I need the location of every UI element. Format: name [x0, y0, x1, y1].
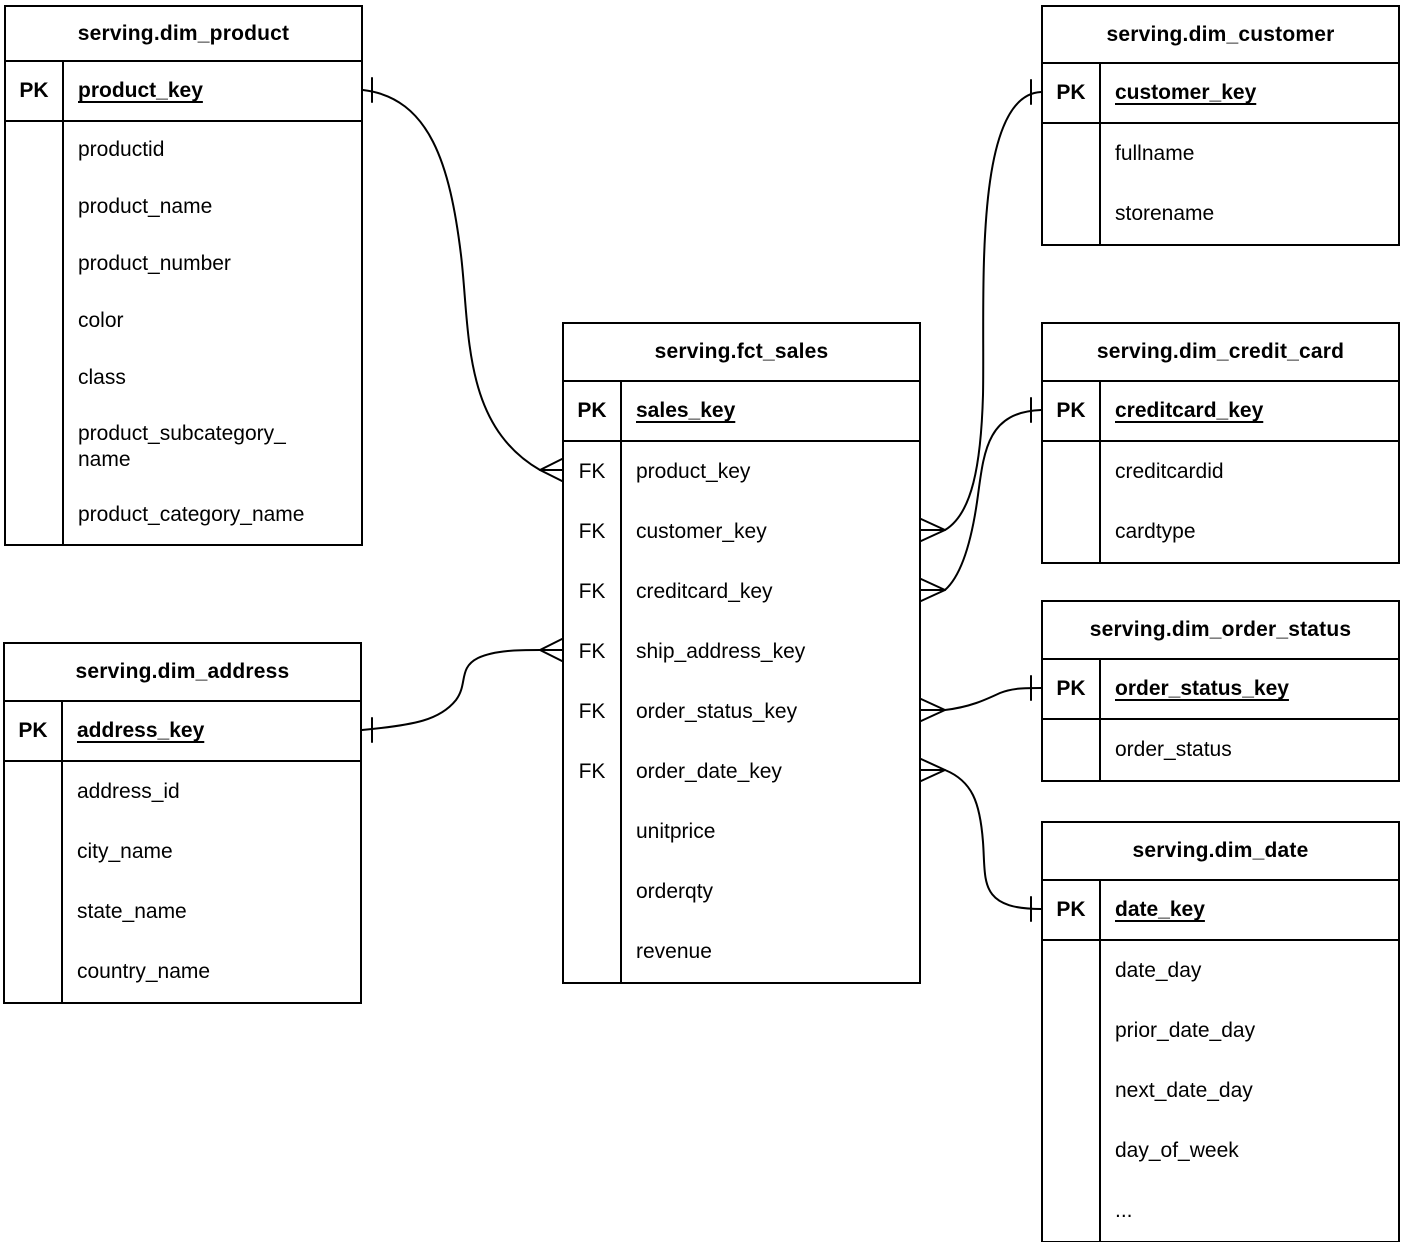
key-tag — [5, 882, 63, 942]
field-name: fullname — [1115, 141, 1195, 165]
relationship-order-date-key[interactable] — [921, 759, 1041, 921]
crows-foot-many-marker — [921, 699, 945, 721]
key-tag: FK — [564, 442, 622, 502]
field-name: product_key — [636, 459, 751, 483]
field-name: prior_date_day — [1115, 1018, 1256, 1042]
field-name: storename — [1115, 201, 1215, 225]
primary-key-field: address_key — [77, 718, 205, 742]
table-dim-order-status[interactable] — [1041, 600, 1400, 782]
table-row — [1043, 502, 1398, 562]
relationship-line — [945, 92, 1041, 530]
key-tag: PK — [5, 702, 63, 760]
field-name: ship_address_key — [636, 639, 806, 663]
table-row — [6, 122, 361, 179]
key-tag: FK — [564, 502, 622, 562]
relationship-order-status-key[interactable] — [921, 676, 1041, 721]
table-row — [1043, 442, 1398, 502]
relationship-ship-address-key[interactable] — [362, 639, 562, 742]
field-name: order_status — [1115, 737, 1232, 761]
relationship-line — [945, 688, 1041, 710]
primary-key-field: product_key — [78, 78, 203, 102]
key-tag — [6, 487, 64, 544]
table-row — [5, 762, 360, 822]
relationship-line — [363, 90, 540, 470]
key-tag: FK — [564, 562, 622, 622]
field-name: order_status_key — [636, 699, 798, 723]
key-tag — [5, 762, 63, 822]
table-dim-product[interactable] — [4, 5, 363, 546]
key-tag — [1043, 720, 1101, 780]
table-row — [6, 407, 361, 487]
table-row — [564, 382, 919, 442]
table-title: serving.dim_order_status — [1043, 602, 1398, 660]
table-row — [1043, 382, 1398, 442]
field-name: product_name — [78, 195, 213, 219]
table-row — [6, 62, 361, 122]
key-tag — [1043, 1121, 1101, 1181]
table-row — [1043, 941, 1398, 1001]
relationship-product-key[interactable] — [363, 78, 562, 481]
table-dim-customer[interactable] — [1041, 5, 1400, 246]
field-name: next_date_day — [1115, 1078, 1253, 1102]
table-row — [5, 942, 360, 1002]
primary-key-field: customer_key — [1115, 80, 1257, 104]
relationship-line — [945, 770, 1041, 909]
table-row — [564, 742, 919, 802]
crows-foot-many-marker — [921, 579, 945, 601]
field-name: revenue — [636, 939, 712, 963]
table-row — [5, 702, 360, 762]
key-tag: PK — [564, 382, 622, 440]
table-row — [1043, 720, 1398, 780]
key-tag — [1043, 1061, 1101, 1121]
relationship-line — [945, 410, 1041, 590]
primary-key-field: order_status_key — [1115, 676, 1289, 700]
table-row — [6, 179, 361, 236]
key-tag — [5, 942, 63, 1002]
field-name: productid — [78, 138, 165, 162]
table-title: serving.dim_date — [1043, 823, 1398, 881]
table-row — [1043, 64, 1398, 124]
field-name: product_category_name — [78, 503, 305, 527]
table-row — [6, 350, 361, 407]
field-name: class — [78, 366, 126, 390]
key-tag — [1043, 941, 1101, 1001]
table-row — [1043, 660, 1398, 720]
field-name: creditcardid — [1115, 459, 1224, 483]
key-tag — [564, 922, 622, 982]
table-title: serving.dim_product — [6, 7, 361, 62]
table-row — [564, 862, 919, 922]
table-row — [564, 682, 919, 742]
table-row — [1043, 1121, 1398, 1181]
table-row — [6, 236, 361, 293]
key-tag — [1043, 502, 1101, 562]
field-name: country_name — [77, 959, 211, 983]
key-tag — [1043, 184, 1101, 244]
table-row — [564, 922, 919, 982]
table-row — [564, 502, 919, 562]
table-row — [564, 442, 919, 502]
field-name: color — [78, 309, 124, 333]
table-title: serving.dim_customer — [1043, 7, 1398, 64]
primary-key-field: sales_key — [636, 398, 736, 422]
table-title: serving.fct_sales — [564, 324, 919, 382]
key-tag — [1043, 1181, 1101, 1241]
key-tag: PK — [1043, 881, 1101, 939]
table-row — [564, 562, 919, 622]
field-name: date_day — [1115, 958, 1202, 982]
relationship-line — [362, 650, 540, 730]
table-row — [1043, 1181, 1398, 1241]
table-row — [1043, 1061, 1398, 1121]
field-name: customer_key — [636, 519, 767, 543]
key-tag — [6, 407, 64, 487]
key-tag — [6, 236, 64, 293]
table-row — [5, 822, 360, 882]
field-name: day_of_week — [1115, 1138, 1239, 1162]
table-row — [564, 622, 919, 682]
field-name: city_name — [77, 839, 173, 863]
key-tag — [6, 179, 64, 236]
key-tag: FK — [564, 622, 622, 682]
field-name: cardtype — [1115, 519, 1196, 543]
table-row — [5, 882, 360, 942]
field-name: address_id — [77, 779, 180, 803]
crows-foot-many-marker — [921, 519, 945, 541]
key-tag: FK — [564, 682, 622, 742]
field-name: product_number — [78, 252, 231, 276]
table-title: serving.dim_address — [5, 644, 360, 702]
key-tag — [1043, 442, 1101, 502]
field-name: creditcard_key — [636, 579, 773, 603]
table-row — [1043, 881, 1398, 941]
key-tag — [6, 122, 64, 179]
key-tag — [6, 293, 64, 350]
table-row — [6, 487, 361, 544]
table-dim-address[interactable] — [3, 642, 362, 1004]
key-tag: PK — [6, 62, 64, 120]
table-row — [1043, 1001, 1398, 1061]
table-row — [6, 293, 361, 350]
field-name: ... — [1115, 1198, 1133, 1222]
table-title: serving.dim_credit_card — [1043, 324, 1398, 382]
key-tag — [564, 862, 622, 922]
table-dim-date[interactable] — [1041, 821, 1400, 1242]
key-tag — [5, 822, 63, 882]
field-name: order_date_key — [636, 759, 782, 783]
crows-foot-many-marker — [921, 759, 945, 781]
key-tag — [1043, 1001, 1101, 1061]
table-row — [564, 802, 919, 862]
field-name: orderqty — [636, 879, 714, 903]
key-tag — [1043, 124, 1101, 184]
table-row — [1043, 124, 1398, 184]
key-tag — [6, 350, 64, 407]
field-name: product_subcategory_name — [78, 421, 286, 471]
key-tag: PK — [1043, 382, 1101, 440]
key-tag: FK — [564, 742, 622, 802]
key-tag: PK — [1043, 660, 1101, 718]
table-row — [1043, 184, 1398, 244]
primary-key-field: date_key — [1115, 897, 1205, 921]
key-tag — [564, 802, 622, 862]
field-name: unitprice — [636, 819, 716, 843]
field-name: state_name — [77, 899, 187, 923]
key-tag: PK — [1043, 64, 1101, 122]
crows-foot-many-marker — [540, 639, 562, 661]
table-fct-sales[interactable] — [562, 322, 921, 984]
crows-foot-many-marker — [540, 459, 562, 481]
primary-key-field: creditcard_key — [1115, 398, 1264, 422]
table-dim-credit-card[interactable] — [1041, 322, 1400, 564]
